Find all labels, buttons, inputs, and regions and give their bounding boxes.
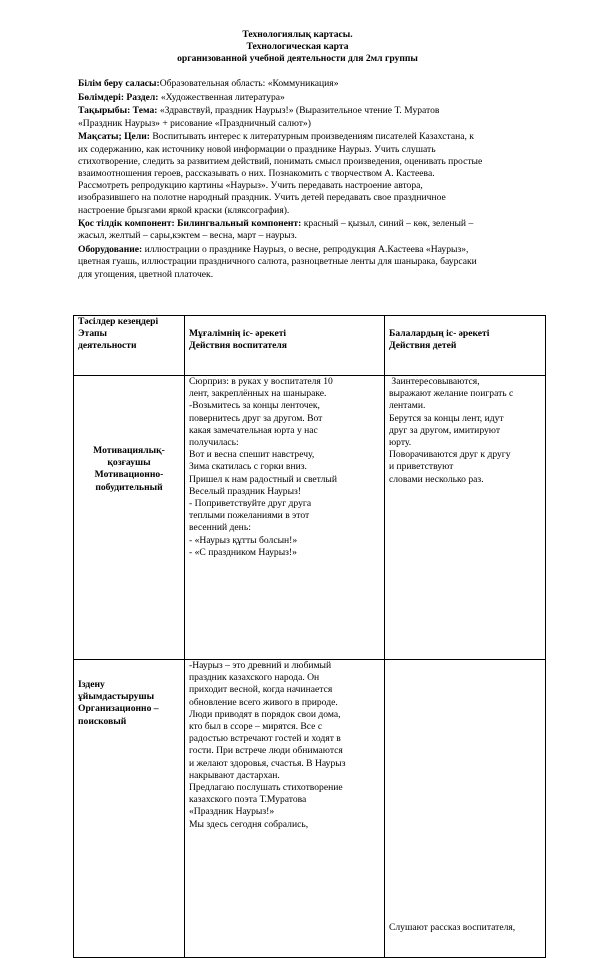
teacher-line: теплыми пожеланиями в этот [189, 510, 310, 522]
children-line: словами несколько раз. [389, 473, 484, 485]
children-line: Берутся за концы лент, идут [389, 412, 504, 424]
header-stages-a: Этапы [78, 328, 108, 340]
header-stages-b: деятельности [78, 340, 137, 352]
teacher-line: получилась: [189, 437, 239, 449]
teacher-line: - «С праздником Наурыз!» [189, 546, 297, 558]
table-row [74, 660, 546, 958]
children-actions-2 [385, 660, 546, 958]
stage-line: Организационно – [78, 703, 159, 715]
teacher-line: Веселый праздник Наурыз! [189, 485, 302, 497]
children-line: Слушают рассказ воспитателя, [389, 921, 516, 933]
teacher-line: гости. При встрече люди обнимаются [189, 745, 343, 757]
teacher-line: Люди приводят в порядок свои дома, [189, 708, 341, 720]
topic-value-1: «Здравствуй, праздник Наурыз!» (Выразительное чтение Т. Муратов [159, 105, 440, 117]
header-teacher-ru: Действия воспитателя [189, 340, 287, 352]
field-line [78, 78, 554, 90]
children-line: друг за другом, имитируют [389, 424, 501, 436]
title-kz: Технологиялық картасы. [242, 29, 353, 40]
equipment-line-1: цветная гуашь, иллюстрации праздничного салюта, разноцветные ленты для шанырака, баурсаки [78, 256, 477, 268]
section-value: «Художественная литература» [160, 91, 285, 103]
goal-label: Мақсаты; Цели: [78, 131, 150, 143]
stage-line: побудительный [95, 481, 163, 493]
teacher-line: Вот и весна спешит навстречу, [189, 449, 315, 461]
header-children-ru: Действия детей [389, 340, 457, 352]
teacher-line: Сюрприз: в руках у воспитателя 10 [189, 376, 333, 387]
teacher-line: кто был в ссоре – мирятся. Все с [189, 721, 323, 733]
teacher-line: какая замечательная юрта у нас [189, 424, 318, 436]
children-actions-1 [385, 376, 546, 660]
children-cell-wrap [389, 660, 541, 938]
children-line: Заинтересовываются, [389, 376, 480, 387]
table-header-row [74, 316, 546, 376]
teacher-line: обновление всего живого в природе. [189, 696, 338, 708]
teacher-line: «Праздник Наурыз!» [189, 806, 275, 818]
header-children-kz: Балалардың іс- әрекеті [389, 328, 490, 339]
children-line: юрту. [389, 437, 412, 449]
document-titles [0, 29, 595, 66]
children-line: и приветствуют [389, 461, 454, 473]
stage-motivational [74, 376, 185, 660]
header-teacher-kz: Мұғалімнің іс- әрекеті [189, 328, 287, 339]
stage-organizational [74, 660, 185, 958]
teacher-line: приходит весной, когда начинается [189, 684, 333, 696]
header-stages-kz: Тәсілдер кезеңдері [78, 316, 159, 327]
teacher-line: накрывают дастархан. [189, 769, 280, 781]
header-children [385, 316, 546, 376]
stage-line: Мотивациялық- [93, 445, 165, 456]
teacher-line: - «Наурыз құтты болсын!» [189, 534, 298, 546]
field-label: Білім беру саласы: [78, 78, 160, 89]
bilingual-label: Қос тілдік компонент: Билингвальный компонент: [78, 218, 302, 230]
teacher-line: весенний день: [189, 522, 251, 534]
intro-section [78, 78, 554, 282]
goal-line-6: настроение брызгами яркой краски (кляксография). [78, 204, 290, 216]
teacher-line: -Наурыз – это древний и любимый [189, 660, 332, 671]
bilingual-value-2: жасыл, желтый – сары,кэктем – весна, март – наурыз. [78, 230, 297, 242]
header-teacher [185, 316, 385, 376]
teacher-line: Зима скатилась с горки вниз. [189, 461, 307, 473]
stage-line: Мотивационно- [94, 469, 164, 481]
children-line: Поворачиваются друг к другу [389, 449, 511, 461]
teacher-line: казахского поэта Т.Муратова [189, 794, 307, 806]
goal-line-5: изобразившего на полотне народный праздник. Учить детей передавать свое праздничное [78, 192, 446, 204]
teacher-line: и желают здоровья, счастья. В Наурыз [189, 757, 346, 769]
goal-line-3: взаимоотношения героев, рассказывать о них. Познакомить с творчеством А. Кастеева. [78, 167, 435, 179]
equipment-line-0: иллюстрации о празднике Наурыз, о весне, репродукция А.Кастеева «Наурыз», [144, 244, 469, 256]
equipment-line-2: для угощения, цветной платочек. [78, 268, 214, 280]
teacher-line: -Возьмитесь за концы ленточек, [189, 400, 320, 412]
goal-line-4: Рассмотреть репродукцию картины «Наурыз». Учить передавать настроение автора, [78, 180, 423, 192]
goal-line-1: их содержанию, как источнику новой информации о празднике Наурыз. Учить слушать [78, 143, 436, 155]
topic-value-2: «Праздник Наурыз» + рисование «Праздничный салют») [78, 117, 311, 129]
stage-line: қозғаушы [107, 457, 151, 469]
topic-label: Тақырыбы: Тема: [78, 105, 158, 117]
bilingual-value-1: красный – қызыл, синий – көк, зеленый – [303, 218, 474, 230]
goal-line-0: Воспитывать интерес к литературным произведениям писателей Казахстана, к [152, 131, 474, 143]
teacher-line: - Поприветствуйте друг друга [189, 498, 312, 510]
teacher-line: Пришел к нам радостный и светлый [189, 473, 337, 485]
teacher-line: Предлагаю послушать стихотворение [189, 782, 343, 794]
section-label: Бөлімдері: Раздел: [78, 91, 159, 103]
stage-line: ұйымдастырушы [78, 691, 155, 703]
title-ru: Технологическая карта [246, 41, 349, 53]
header-stages [74, 316, 185, 376]
topic-line [78, 105, 554, 129]
bilingual-block [78, 218, 554, 242]
children-line: лентами. [389, 400, 426, 412]
activity-table [73, 315, 546, 958]
field-value: Образовательная область: «Коммуникация» [159, 78, 339, 89]
goal-line-2: стихотворение, следить за развитием действий, понимать смысл произведения, оценивать простые [78, 155, 483, 167]
section-line [78, 92, 554, 104]
teacher-line: праздник казахского народа. Он [189, 672, 320, 684]
teacher-actions-1 [185, 376, 385, 660]
stage-line: Іздену [78, 679, 105, 690]
stage-line: поисковый [78, 715, 127, 727]
equipment-block [78, 244, 554, 281]
table-row [74, 376, 546, 660]
goal-block [78, 131, 554, 216]
teacher-line: радостью встречают гостей и ходят в [189, 733, 341, 745]
subtitle: организованной учебной деятельности для 2мл группы [177, 53, 418, 65]
children-line: выражают желание поиграть с [389, 388, 514, 400]
teacher-line: повернитесь друг за другом. Вот [189, 412, 323, 424]
teacher-line: лент, закреплённых на шаныраке. [189, 388, 327, 400]
teacher-line: Мы здесь сегодня собрались, [189, 818, 309, 830]
teacher-actions-2 [185, 660, 385, 958]
equipment-label: Оборудование: [78, 244, 143, 256]
